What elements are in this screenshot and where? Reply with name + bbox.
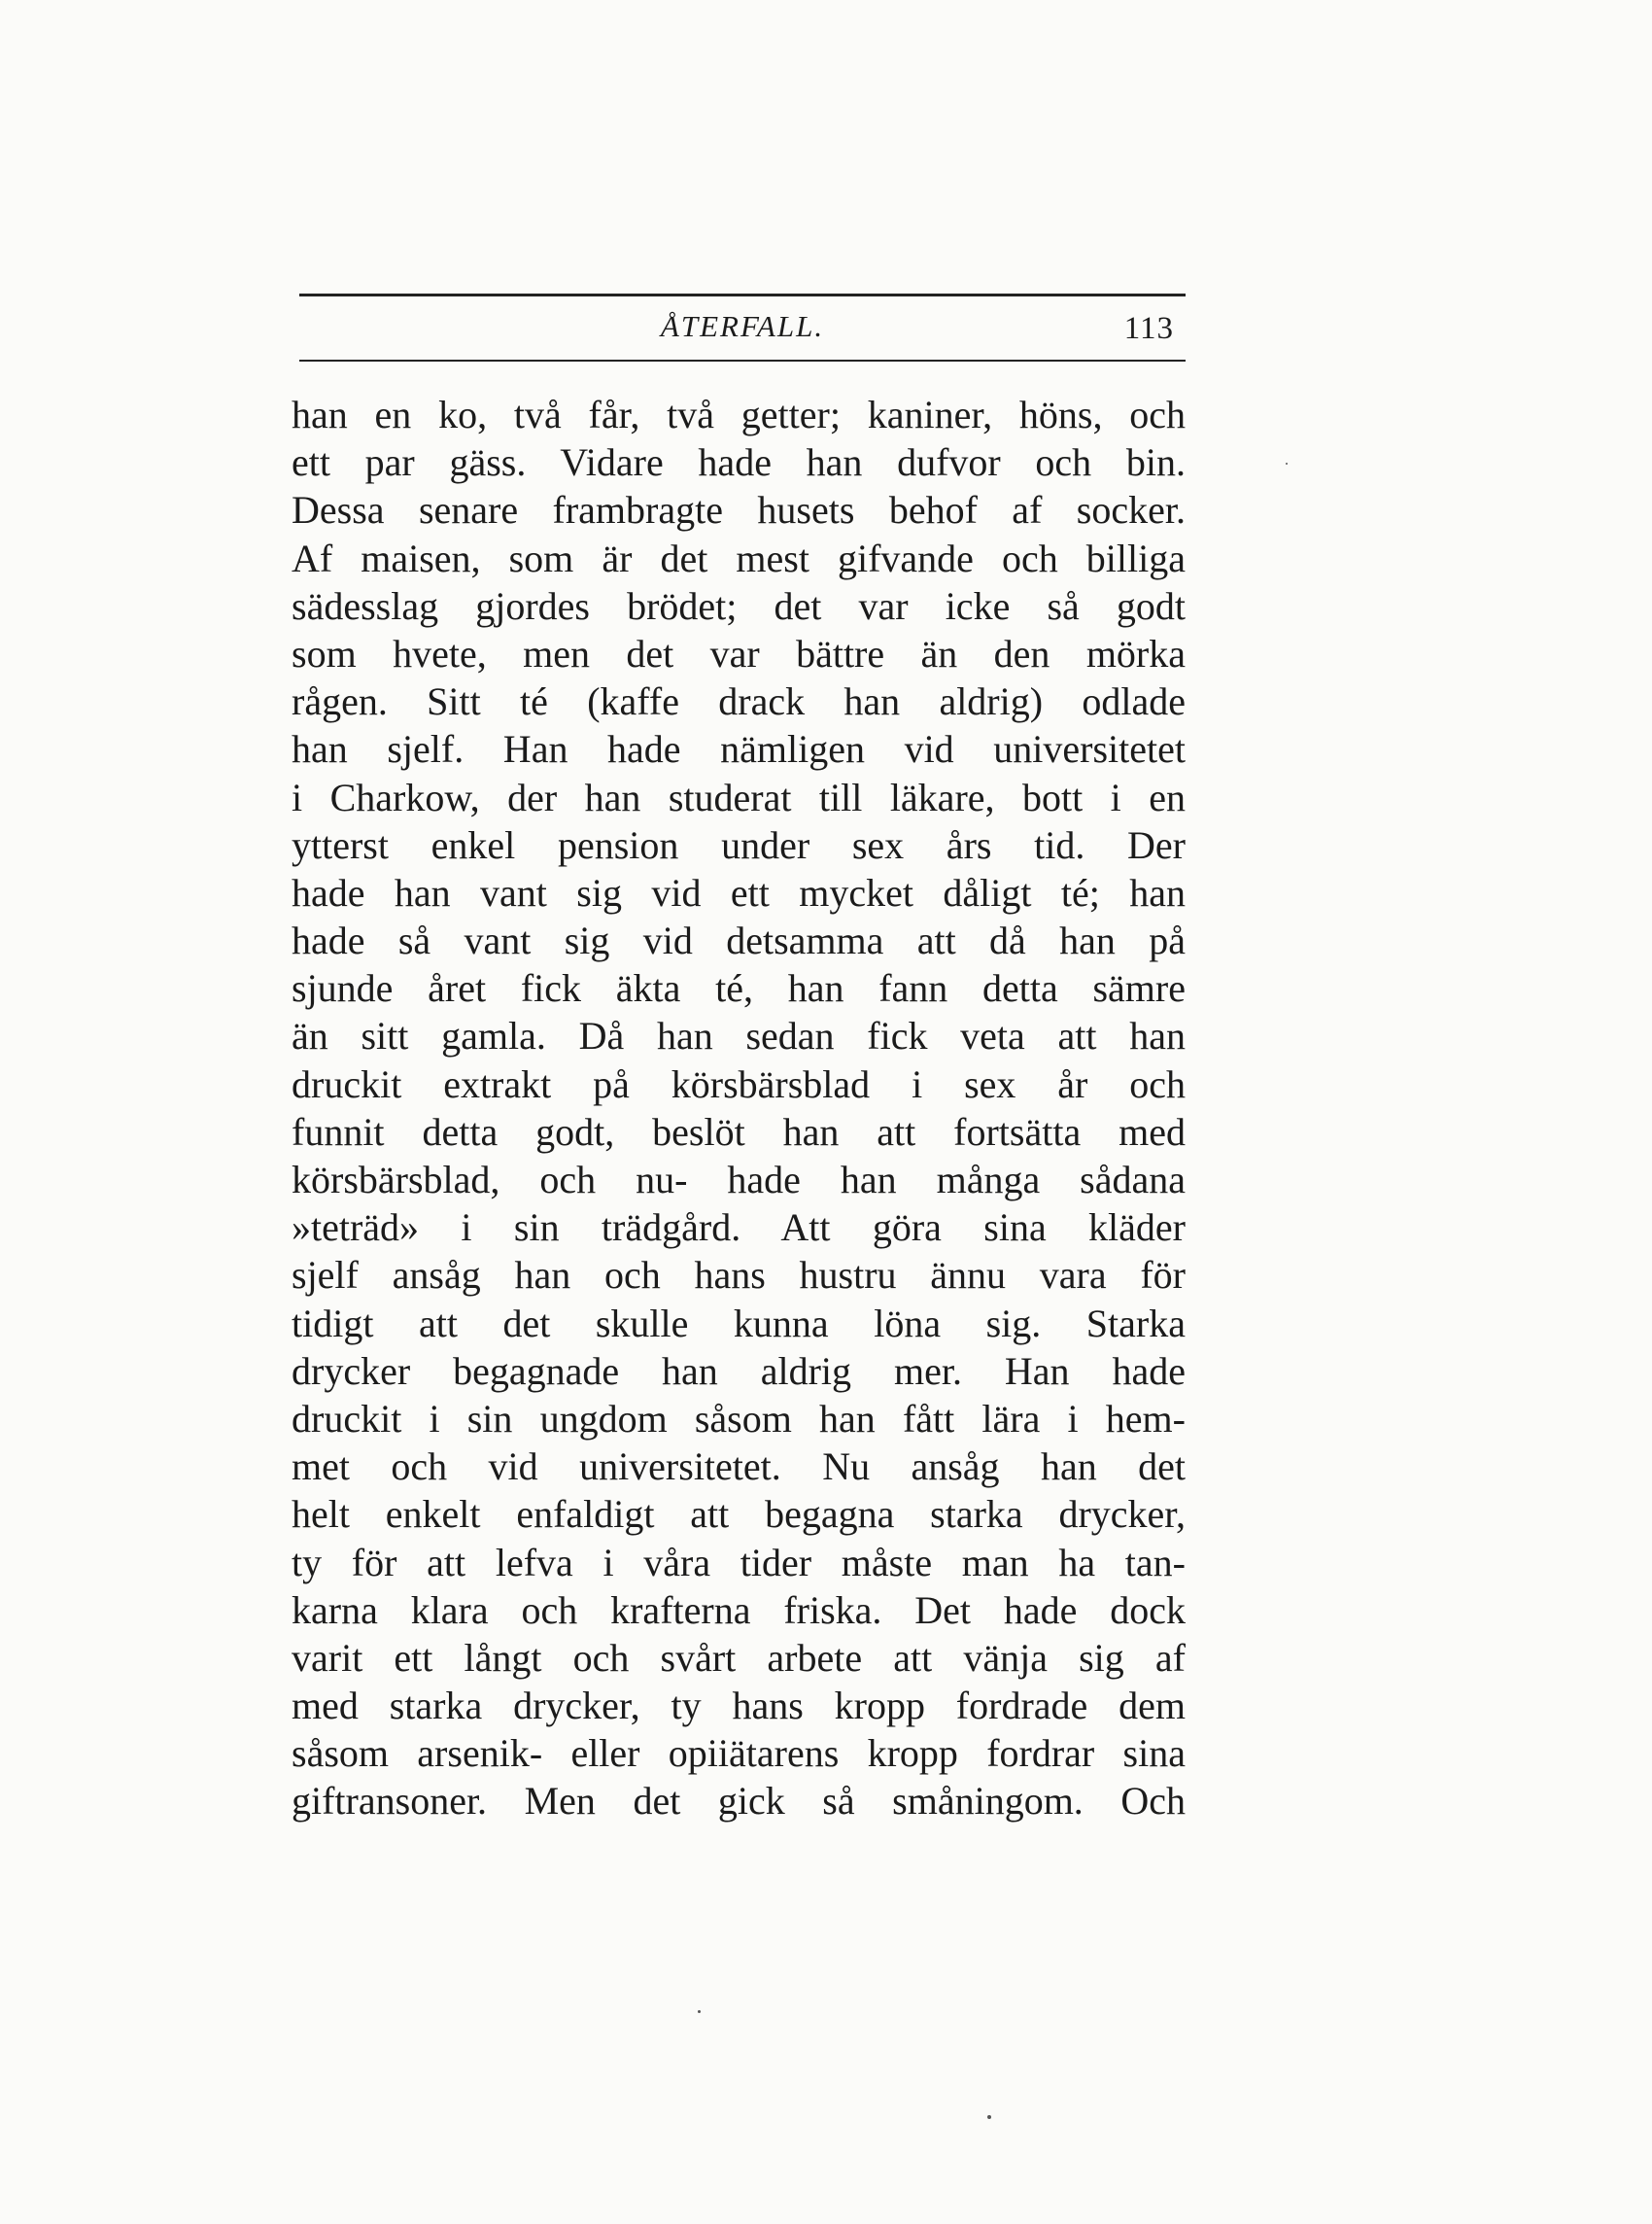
text-line: met och vid universitetet. Nu ansåg han det — [292, 1444, 1186, 1489]
text-line: ytterst enkel pension under sex års tid. Der — [292, 822, 1186, 867]
page-number: 113 — [1123, 311, 1174, 346]
text-line: druckit extrakt på körsbärsblad i sex år och — [292, 1061, 1186, 1106]
text-line: Af maisen, som är det mest gifvande och billiga — [292, 536, 1186, 580]
text-line: giftransoner. Men det gick så småningom. Och — [292, 1779, 1186, 1824]
text-line: som hvete, men det var bättre än den mörka — [292, 631, 1186, 676]
text-line: såsom arsenik- eller opiiätarens kropp fordrar sina — [292, 1731, 1186, 1776]
header-bottom-rule — [299, 360, 1186, 362]
text-line: körsbärsblad, och nu- hade han många sådana — [292, 1158, 1186, 1201]
running-head — [299, 309, 1186, 358]
text-line: drycker begagnade han aldrig mer. Han hade — [292, 1348, 1186, 1393]
text-line: han sjelf. Han hade nämligen vid universitetet — [292, 727, 1186, 772]
text-line: funnit detta godt, beslöt han att fortsätta med — [292, 1109, 1186, 1154]
text-line: varit ett långt och svårt arbete att vänja sig af — [292, 1635, 1186, 1680]
text-line: Dessa senare frambragte husets behof af socker. — [292, 488, 1186, 533]
text-line: helt enkelt enfaldigt att begagna starka drycker, — [292, 1492, 1186, 1537]
text-line: tidigt att det skulle kunna löna sig. Starka — [292, 1301, 1186, 1345]
text-line: sädesslag gjordes brödet; det var icke så godt — [292, 583, 1186, 628]
text-line: än sitt gamla. Då han sedan fick veta att han — [292, 1014, 1186, 1059]
text-line: rågen. Sitt té (kaffe drack han aldrig) odlade — [292, 679, 1186, 724]
paper-speck — [1286, 463, 1288, 465]
text-line: sjelf ansåg han och hans hustru ännu vara för — [292, 1253, 1186, 1298]
paper-speck — [698, 2010, 701, 2013]
text-line: han en ko, två får, två getter; kaniner, höns, och — [292, 393, 1186, 436]
running-title: ÅTERFALL. — [660, 309, 825, 343]
text-line: »teträd» i sin trädgård. Att göra sina kläder — [292, 1205, 1186, 1250]
text-line: med starka drycker, ty hans kropp fordrade dem — [292, 1684, 1186, 1728]
text-line: ett par gäss. Vidare hade han dufvor och bin. — [292, 440, 1186, 485]
text-line: druckit i sin ungdom såsom han fått lära i hem- — [292, 1396, 1186, 1441]
paper-speck — [987, 2115, 991, 2119]
text-line: karna klara och krafterna friska. Det hade dock — [292, 1587, 1186, 1632]
text-line: hade han vant sig vid ett mycket dåligt té; han — [292, 870, 1186, 915]
text-line: sjunde året fick äkta té, han fann detta sämre — [292, 966, 1186, 1011]
text-line: ty för att lefva i våra tider måste man ha tan- — [292, 1540, 1186, 1584]
body-text — [292, 391, 1186, 1825]
text-line: hade så vant sig vid detsamma att då han på — [292, 919, 1186, 963]
header-top-rule — [299, 294, 1186, 296]
text-line: i Charkow, der han studerat till läkare, bott i en — [292, 775, 1186, 819]
